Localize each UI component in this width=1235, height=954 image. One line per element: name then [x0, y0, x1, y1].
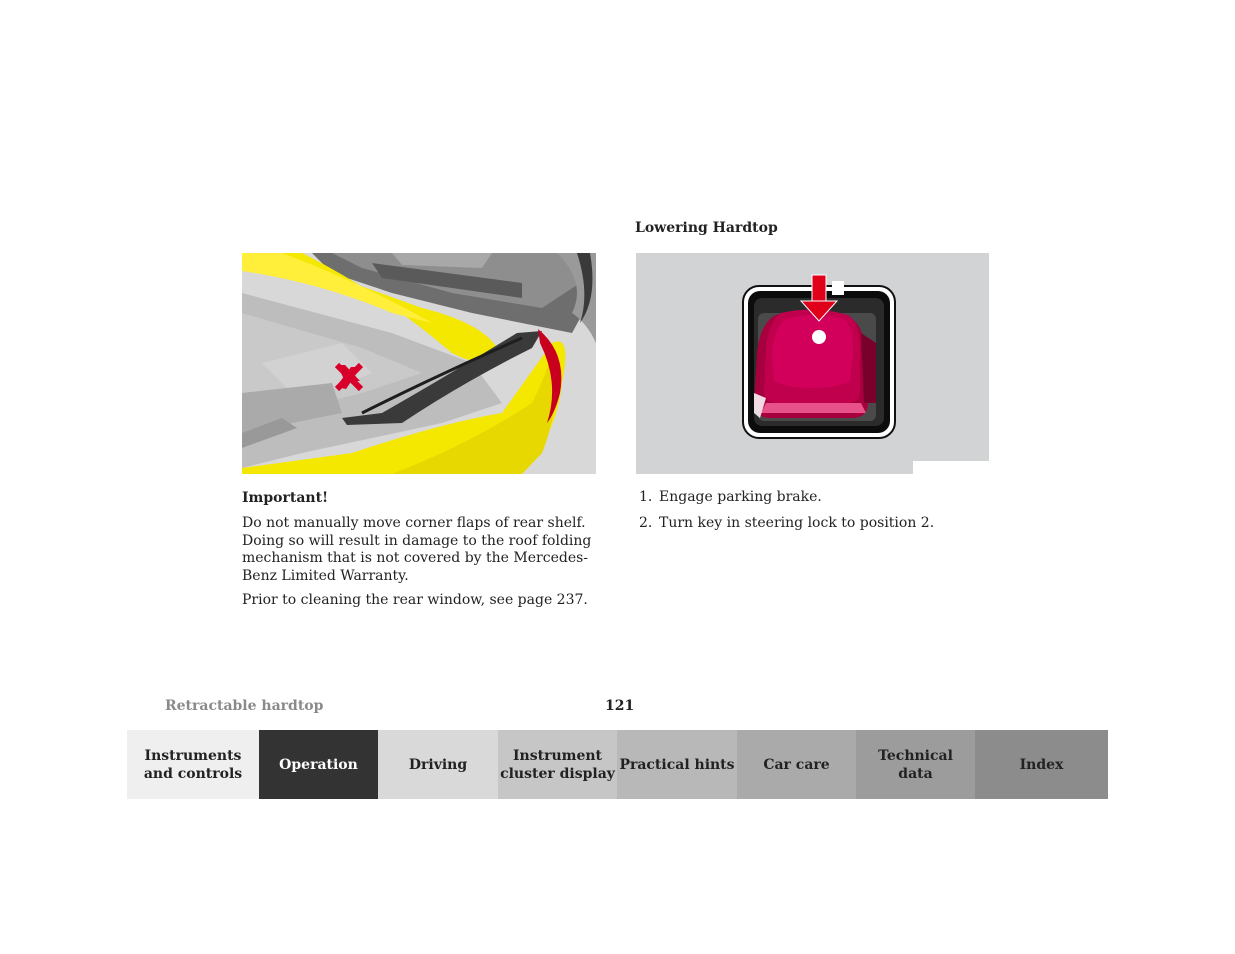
tab-label: Practical hints: [619, 756, 735, 773]
step-number: 1.: [639, 489, 653, 505]
lowering-hardtop-heading: Lowering Hardtop: [635, 220, 778, 236]
rear-shelf-illustration: [242, 253, 596, 474]
tab-label: Instrument cluster display: [500, 747, 615, 782]
step-item: [639, 489, 999, 507]
roof-switch-illustration: [636, 253, 989, 474]
tab-label: Driving: [408, 756, 468, 773]
tab-instruments-and-controls[interactable]: [127, 730, 259, 799]
tab-driving[interactable]: [378, 730, 498, 799]
steps-list: [639, 489, 999, 541]
footer-section-title: Retractable hardtop: [165, 698, 324, 714]
step-item: [639, 515, 999, 533]
tab-practical-hints[interactable]: [617, 730, 737, 799]
step-text: Engage parking brake.: [659, 489, 822, 505]
important-warning-text: Do not manually move corner flaps of rear shelf. Doing so will result in damage to the roof folding mechanism that is not covered by the Mercedes-Benz Limited Warranty.: [242, 515, 592, 584]
step-number: 2.: [639, 515, 653, 531]
tab-technical-data[interactable]: [856, 730, 975, 799]
tab-instrument-cluster-display[interactable]: [498, 730, 617, 799]
chapter-nav-tabs: [127, 730, 1108, 799]
tab-label: Car care: [763, 756, 830, 773]
step-text: Turn key in steering lock to position 2.: [659, 515, 935, 531]
tab-car-care[interactable]: [737, 730, 856, 799]
cleaning-note: Prior to cleaning the rear window, see page 237.: [242, 592, 588, 608]
tab-label: Technical data: [878, 747, 953, 782]
page-number: 121: [605, 698, 635, 714]
tab-operation[interactable]: [259, 730, 378, 799]
tab-label: Index: [1019, 756, 1064, 773]
important-heading: Important!: [242, 490, 329, 506]
tab-label: Operation: [279, 756, 358, 773]
tab-index[interactable]: [975, 730, 1108, 799]
tab-label: Instruments and controls: [143, 747, 243, 782]
